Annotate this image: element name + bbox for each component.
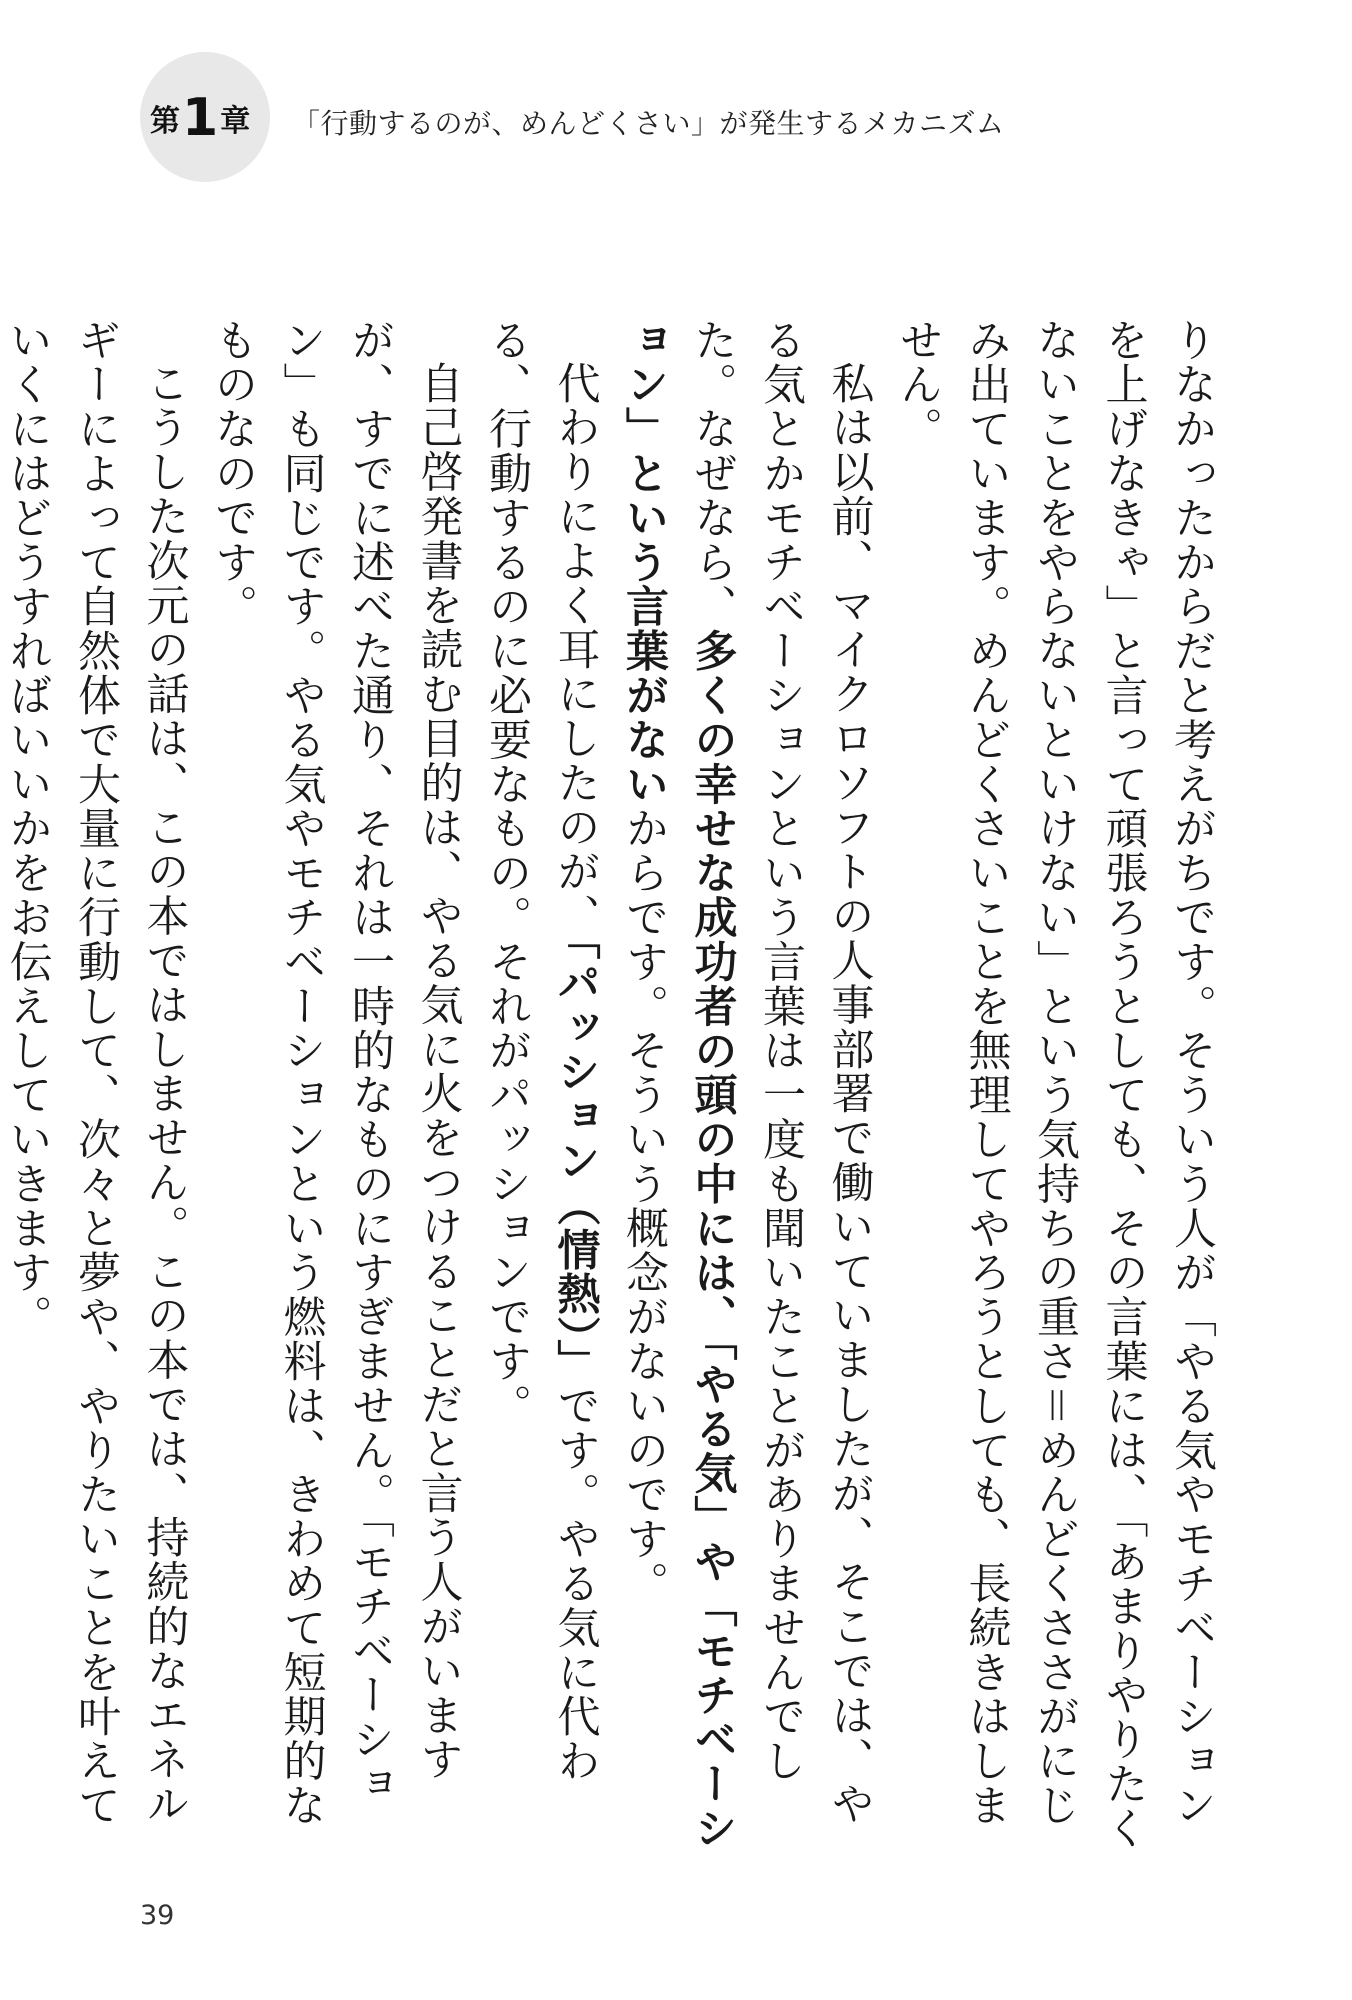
paragraph (884, 318, 1227, 1858)
text-run: 自己啓発書を読む目的は、やる気に火をつけることだと言う人がいますが、すでに述べた通り、それは一時的なものにすぎません。「モチベーション」も同じです。やる気やモチベーションという燃料は、きわめて短期的なものなのです。 (208, 318, 464, 1828)
text-run: です。やる気に代わる、行動するのに必要なもの。それがパッションです。 (482, 318, 601, 1784)
text-run: りなかったからだと考えがちです。そういう人が「やる気やモチベーションを上げなきゃ」と言って頑張ろうとしても、その言葉には、「あまりやりたくないことをやらないといけない」という気持ちの重さ＝めんどくささがにじみ出ています。めんどくさいことを無理してやろうとしても、長続きはしません。 (893, 318, 1217, 1851)
chapter-number: 1 (182, 88, 219, 148)
body-text (2, 318, 1226, 1858)
paragraph (473, 318, 610, 1858)
text-run: からです。そういう概念がないのです。 (619, 806, 669, 1606)
emphasis-text: 多くの幸せな成功者の頭の中には、「やる気」や「モチベーション」という言葉がない (619, 318, 738, 1851)
text-run: 代わりによく耳にしたのが、 (550, 361, 601, 939)
chapter-suffix: 章 (220, 104, 251, 139)
paragraph (610, 318, 884, 1858)
chapter-title: 「行動するのが、めんどくさい」が発生するメカニズム (292, 107, 1005, 140)
chapter-prefix: 第 (150, 104, 180, 139)
text-run: こうした次元の話は、この本ではしません。この本では、持続的なエネルギーによって自然体で大量に行動して、次々と夢や、やりたいことを叶えていくにはどうすればいいかをお伝えしていきます。 (2, 318, 190, 1828)
page-number: 39 (140, 1900, 175, 1931)
chapter-label (150, 88, 251, 148)
paragraph (0, 318, 199, 1858)
text-run: 私は以前、マイクロソフトの人事部署で働いていましたが、そこでは、やる気とかモチベーションという言葉は一度も聞いたことがありませんでした。なぜなら、 (687, 318, 875, 1827)
paragraph (199, 318, 473, 1858)
emphasis-text: 「パッション（情熱）」 (550, 938, 601, 1384)
